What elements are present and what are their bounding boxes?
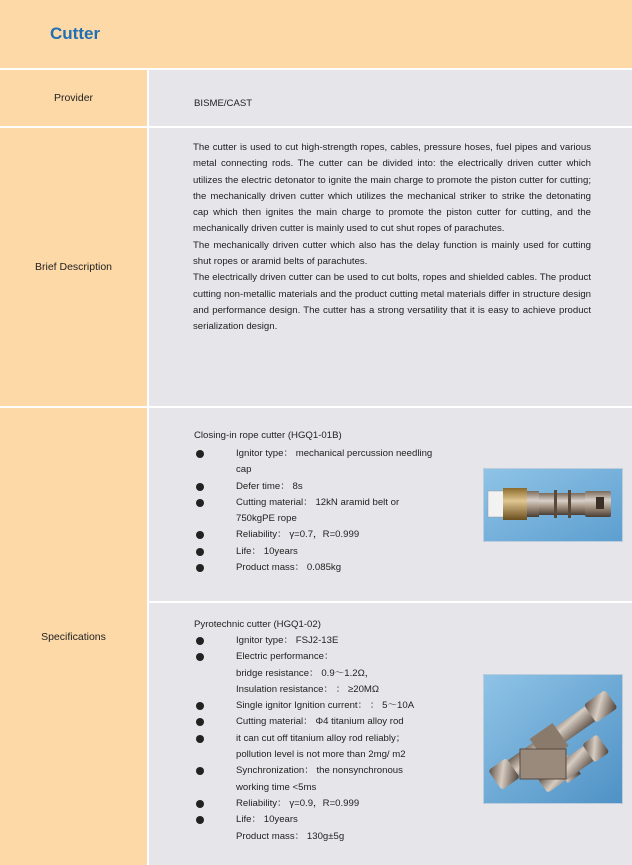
bullet-icon [196, 499, 204, 507]
description-text [193, 140, 591, 336]
bullet-icon [196, 653, 204, 661]
bullet-icon [196, 450, 204, 458]
pyrotechnic-cutter-image [483, 674, 623, 804]
specifications-label: Specifications [0, 408, 147, 865]
spec-item: working time <5ms [236, 781, 317, 793]
spec-item: Life： 10years [194, 544, 474, 560]
bullet-icon [196, 637, 204, 645]
description-label: Brief Description [0, 128, 147, 406]
product-name: Closing-in rope cutter (HGQ1-01B) [194, 430, 342, 441]
provider-label: Provider [0, 70, 147, 126]
bullet-icon [196, 531, 204, 539]
spec-item: Electric performance： [194, 649, 474, 665]
closing-in-rope-cutter-image [483, 468, 623, 542]
spec-item: Single ignitor Ignition current： ： 5～10A [194, 698, 474, 714]
product-cell [149, 603, 632, 865]
header [0, 0, 632, 68]
page-title: Cutter [50, 24, 101, 43]
bullet-icon [196, 718, 204, 726]
spec-item: Synchronization： the nonsynchronous [194, 763, 474, 779]
description-paragraph: The cutter is used to cut high-strength ropes, cables, pressure hoses, fuel pipes and various metal connecting rods. The cutter can be divided into: the electrically driven cutter which utilizes the electric detonator to ignite the main charge to promote the piston cutter for cutting; the mechanically driven cutter which utilizes the mechanical striker to strike the detonating cap which then ignites the main charge to promote the piston cutter for cutting, and the mechanically driven cutter is mainly used to cut shut ropes of parachutes. [193, 142, 591, 235]
spec-item: Insulation resistance： ： ≥20MΩ [236, 683, 380, 695]
spec-item: Cutting material： 12kN aramid belt or [194, 495, 474, 511]
description-paragraph: The mechanically driven cutter which also has the delay function is mainly used for cutting shut ropes or aramid belts of parachutes. [193, 239, 591, 268]
bullet-icon [196, 564, 204, 572]
spec-item: cap [236, 464, 252, 476]
spec-item: bridge resistance： 0.9～1.2Ω， [236, 667, 375, 679]
description-cell [149, 128, 632, 406]
spec-item: Reliability： γ=0.9，R=0.999 [194, 796, 474, 812]
spec-item: Life： 10years [194, 812, 474, 828]
bullet-icon [196, 702, 204, 710]
spec-item: Defer time： 8s [194, 479, 474, 495]
bullet-icon [196, 767, 204, 775]
provider-cell [149, 70, 632, 126]
bullet-icon [196, 483, 204, 491]
product-name: Pyrotechnic cutter (HGQ1-02) [194, 619, 321, 630]
bullet-icon [196, 548, 204, 556]
spec-item: it can cut off titanium alloy rod reliably； [194, 731, 474, 747]
spec-list [194, 446, 474, 576]
spec-item: 750kgPE rope [236, 513, 297, 525]
spec-item: pollution level is not more than 2mg/ m2 [236, 749, 406, 761]
spec-list [194, 633, 474, 845]
spec-item: Ignitor type： FSJ2-13E [194, 633, 474, 649]
spec-item: Cutting material： Φ4 titanium alloy rod [194, 714, 474, 730]
spec-item: Reliability： γ=0.7，R=0.999 [194, 527, 474, 543]
bullet-icon [196, 816, 204, 824]
spec-item: Product mass： 130g±5g [236, 830, 345, 842]
description-paragraph: The electrically driven cutter can be used to cut bolts, ropes and shielded cables. The product cutting non-metallic materials and the product cutting metal materials differ in structure design and performance design. The cutter has a strong versatility that it is easy to achieve product serialization design. [193, 272, 591, 333]
spec-item: Ignitor type： mechanical percussion needling [194, 446, 474, 462]
spec-item: Product mass： 0.085kg [194, 560, 474, 576]
provider-value: BISME/CAST [194, 98, 253, 109]
product-cell [149, 408, 632, 601]
bullet-icon [196, 800, 204, 808]
bullet-icon [196, 735, 204, 743]
